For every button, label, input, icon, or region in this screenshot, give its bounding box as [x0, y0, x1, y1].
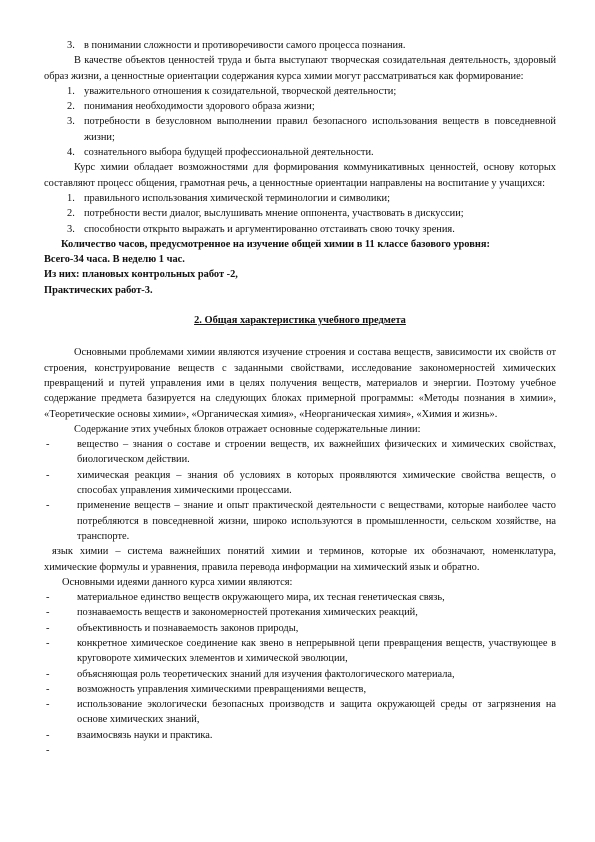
list-text: правильного использования химической терминологии и символики;: [84, 192, 390, 204]
document-page: [44, 38, 556, 758]
list-item: [44, 697, 556, 728]
list-number: 1.: [67, 85, 75, 97]
dash-bullet: -: [46, 592, 50, 604]
list-item: [44, 84, 556, 99]
list-item: [44, 206, 556, 221]
list-text: материальное единство веществ окружающего мира, их тесная генетическая связь,: [77, 592, 445, 604]
dash-bullet: -: [46, 607, 50, 619]
list-item: [44, 728, 556, 743]
paragraph-problems: Основными проблемами химии являются изучение строения и состава веществ, зависимости их свойств от строения, конструирование веществ с заданными свойствами, исследование закономерностей химических превращений и путей управления ими в целях получения веществ, материалов и энергии. Поэтому учебное содержание предмета базируется на следующих блоках примерной программы: «Методы познания в химии», «Теоретические основы химии», «Органическая химия», «Неорганическая химия», «Химия и жизнь».: [44, 347, 556, 420]
list-item: [44, 468, 556, 499]
list-text: потребности в безусловном выполнении правил безопасного использования веществ в повседневной жизни;: [84, 116, 556, 143]
list-text: в понимании сложности и противоречивости самого процесса познания.: [84, 40, 406, 51]
dash-bullet: -: [46, 439, 50, 451]
dash-bullet: -: [46, 683, 50, 695]
section-title: 2. Общая характеристика учебного предмета: [194, 315, 406, 327]
list-text: взаимосвязь науки и практика.: [77, 729, 213, 741]
list-number: 2.: [67, 101, 75, 113]
list-text: возможность управления химическими превращениями веществ,: [77, 683, 367, 695]
section-2-body: [44, 345, 556, 758]
section-heading: [44, 313, 556, 328]
list-number: 3.: [67, 40, 75, 51]
list-text: уважительного отношения к созидательной, творческой деятельности;: [84, 85, 397, 97]
list-text: сознательного выбора будущей профессиональной деятельности.: [84, 147, 374, 159]
list-item: [44, 191, 556, 206]
list-text: способности открыто выражать и аргументированно отстаивать свою точку зрения.: [84, 223, 455, 235]
list-text: использование экологически безопасных производств и защита окружающей среды от загрязнения на основе химических знаний,: [77, 699, 556, 726]
list-item: [44, 682, 556, 697]
list-text: объективность и познаваемость законов природы,: [77, 622, 299, 634]
list-item: [44, 667, 556, 682]
dash-bullet: -: [46, 699, 50, 711]
list-item: [44, 114, 556, 145]
paragraph-language: язык химии – система важнейших понятий химии и терминов, которые их обозначают, номенклатура, химические формулы и уравнения, правила перевода информации на химический язык и обратно.: [44, 546, 556, 573]
list-text: потребности вести диалог, выслушивать мнение оппонента, участвовать в дискуссии;: [84, 208, 464, 220]
list-item: [44, 621, 556, 636]
dash-bullet: -: [46, 729, 50, 741]
list-number: 2.: [67, 208, 75, 220]
list-item: [44, 590, 556, 605]
paragraph-ideas-intro: Основными идеями данного курса химии являются:: [62, 576, 293, 588]
list-text: [77, 743, 556, 758]
paragraph-lines-intro: Содержание этих учебных блоков отражает основные содержательные линии:: [74, 423, 421, 435]
list-number: 3.: [67, 223, 75, 235]
list-text: объясняющая роль теоретических знаний для изучения фактологического материала,: [77, 668, 455, 680]
hours-line-2: Всего-34 часа. В неделю 1 час.: [44, 254, 185, 266]
list-item: [44, 38, 556, 53]
list-item: [44, 145, 556, 160]
hours-line-1: Количество часов, предусмотренное на изучение общей химии в 11 классе базового уровня:: [61, 238, 490, 250]
list-number: 3.: [67, 116, 75, 128]
dash-bullet: -: [46, 469, 50, 481]
list-item: [44, 498, 556, 544]
dash-bullet: -: [46, 622, 50, 634]
dash-bullet: -: [46, 745, 50, 757]
list-text: вещество – знания о составе и строении веществ, их важнейших физических и химических свойствах, биологическом действии.: [77, 439, 556, 466]
list-number: 1.: [67, 192, 75, 204]
paragraph-values: В качестве объектов ценностей труда и быта выступают творческая созидательная деятельность, здоровый образ жизни, а ценностные ориентации содержания курса химии могут рассматриваться как формирование:: [44, 55, 556, 82]
paragraph-communication: Курс химии обладает возможностями для формирования коммуникативных ценностей, основу которых составляют процесс общения, грамотная речь, а ценностные ориентации направлены на воспитание у учащихся:: [44, 162, 556, 189]
dash-bullet: -: [46, 668, 50, 680]
list-text: применение веществ – знание и опыт практической деятельности с веществами, которые наиболее часто потребляются в повседневной жизни, широко используются в промышленности, сельском хозяйстве, на транспорте.: [77, 500, 556, 542]
dash-bullet: -: [46, 637, 50, 649]
list-item: [44, 437, 556, 468]
list-text: химическая реакция – знания об условиях в которых проявляются химические свойства веществ, о способах управления химическими процессами.: [77, 469, 556, 497]
list-text: познаваемость веществ и закономерностей протекания химических реакций,: [77, 607, 418, 619]
list-item: [44, 99, 556, 114]
list-text: понимания необходимости здорового образа жизни;: [84, 101, 315, 113]
list-number: 4.: [67, 147, 75, 159]
list-text: конкретное химическое соединение как звено в непрерывной цепи превращения веществ, участвующее в круговороте химических элементов и химической эволюции,: [77, 637, 556, 665]
hours-line-3: Из них: плановых контрольных работ -2,: [44, 269, 238, 281]
list-item: [44, 636, 556, 667]
dash-bullet: -: [46, 500, 50, 512]
list-item: [44, 743, 556, 758]
hours-line-4: Практических работ-3.: [44, 284, 153, 296]
list-item: [44, 222, 556, 237]
list-item: [44, 605, 556, 620]
